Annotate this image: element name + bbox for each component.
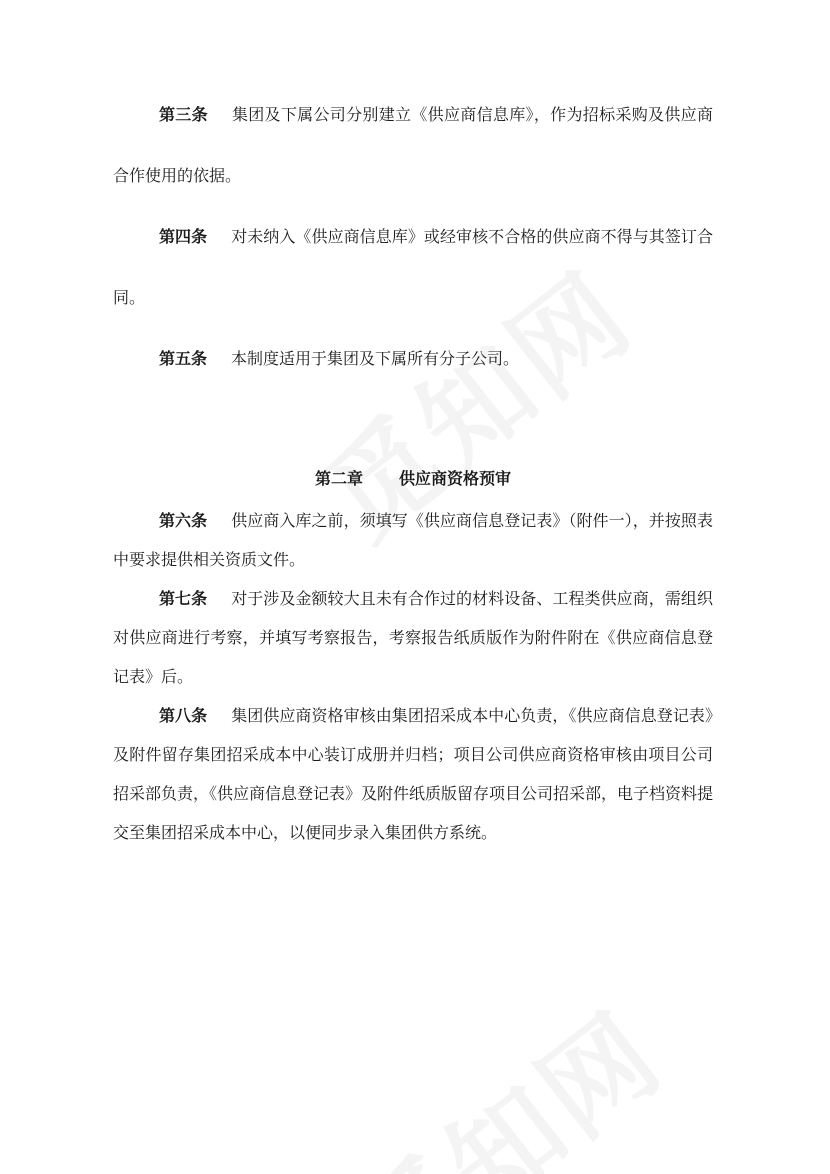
article-4 bbox=[113, 206, 713, 328]
article-5 bbox=[113, 328, 713, 389]
watermark bbox=[318, 970, 690, 1174]
document-body bbox=[113, 96, 713, 852]
article-text: 对于涉及金额较大且未有合作过的材料设备、工程类供应商，需组织对供应商进行考察，并填写考察报告，考察报告纸质版作为附件附在《供应商信息登记表》后。 bbox=[113, 589, 713, 686]
article-text: 本制度适用于集团及下属所有分子公司。 bbox=[231, 349, 520, 368]
article-label: 第三条 bbox=[159, 105, 208, 124]
article-8 bbox=[113, 696, 713, 852]
article-label: 第六条 bbox=[159, 511, 208, 530]
chapter-number: 第二章 bbox=[314, 469, 363, 488]
chapter-title: 供应商资格预审 bbox=[399, 469, 512, 488]
article-text: 集团供应商资格审核由集团招采成本中心负责，《供应商信息登记表》及附件留存集团招采成本中心装订成册并归档；项目公司供应商资格审核由项目公司招采部负责，《供应商信息登记表》及附件纸质版留存项目公司招采部，电子档资料提交至集团招采成本中心，以便同步录入集团供方系统。 bbox=[113, 706, 714, 842]
article-label: 第八条 bbox=[159, 706, 208, 725]
article-label: 第七条 bbox=[159, 589, 208, 608]
article-text: 集团及下属公司分别建立《供应商信息库》，作为招标采购及供应商合作使用的依据。 bbox=[113, 105, 713, 185]
article-3 bbox=[113, 84, 713, 206]
article-7 bbox=[113, 579, 713, 696]
article-text: 供应商入库之前，须填写《供应商信息登记表》（附件一），并按照表中要求提供相关资质文件。 bbox=[113, 511, 713, 569]
article-label: 第五条 bbox=[159, 349, 208, 368]
chapter-heading bbox=[113, 459, 713, 498]
article-text: 对未纳入《供应商信息库》或经审核不合格的供应商不得与其签订合同。 bbox=[113, 227, 713, 307]
article-label: 第四条 bbox=[159, 227, 208, 246]
article-6 bbox=[113, 501, 713, 579]
